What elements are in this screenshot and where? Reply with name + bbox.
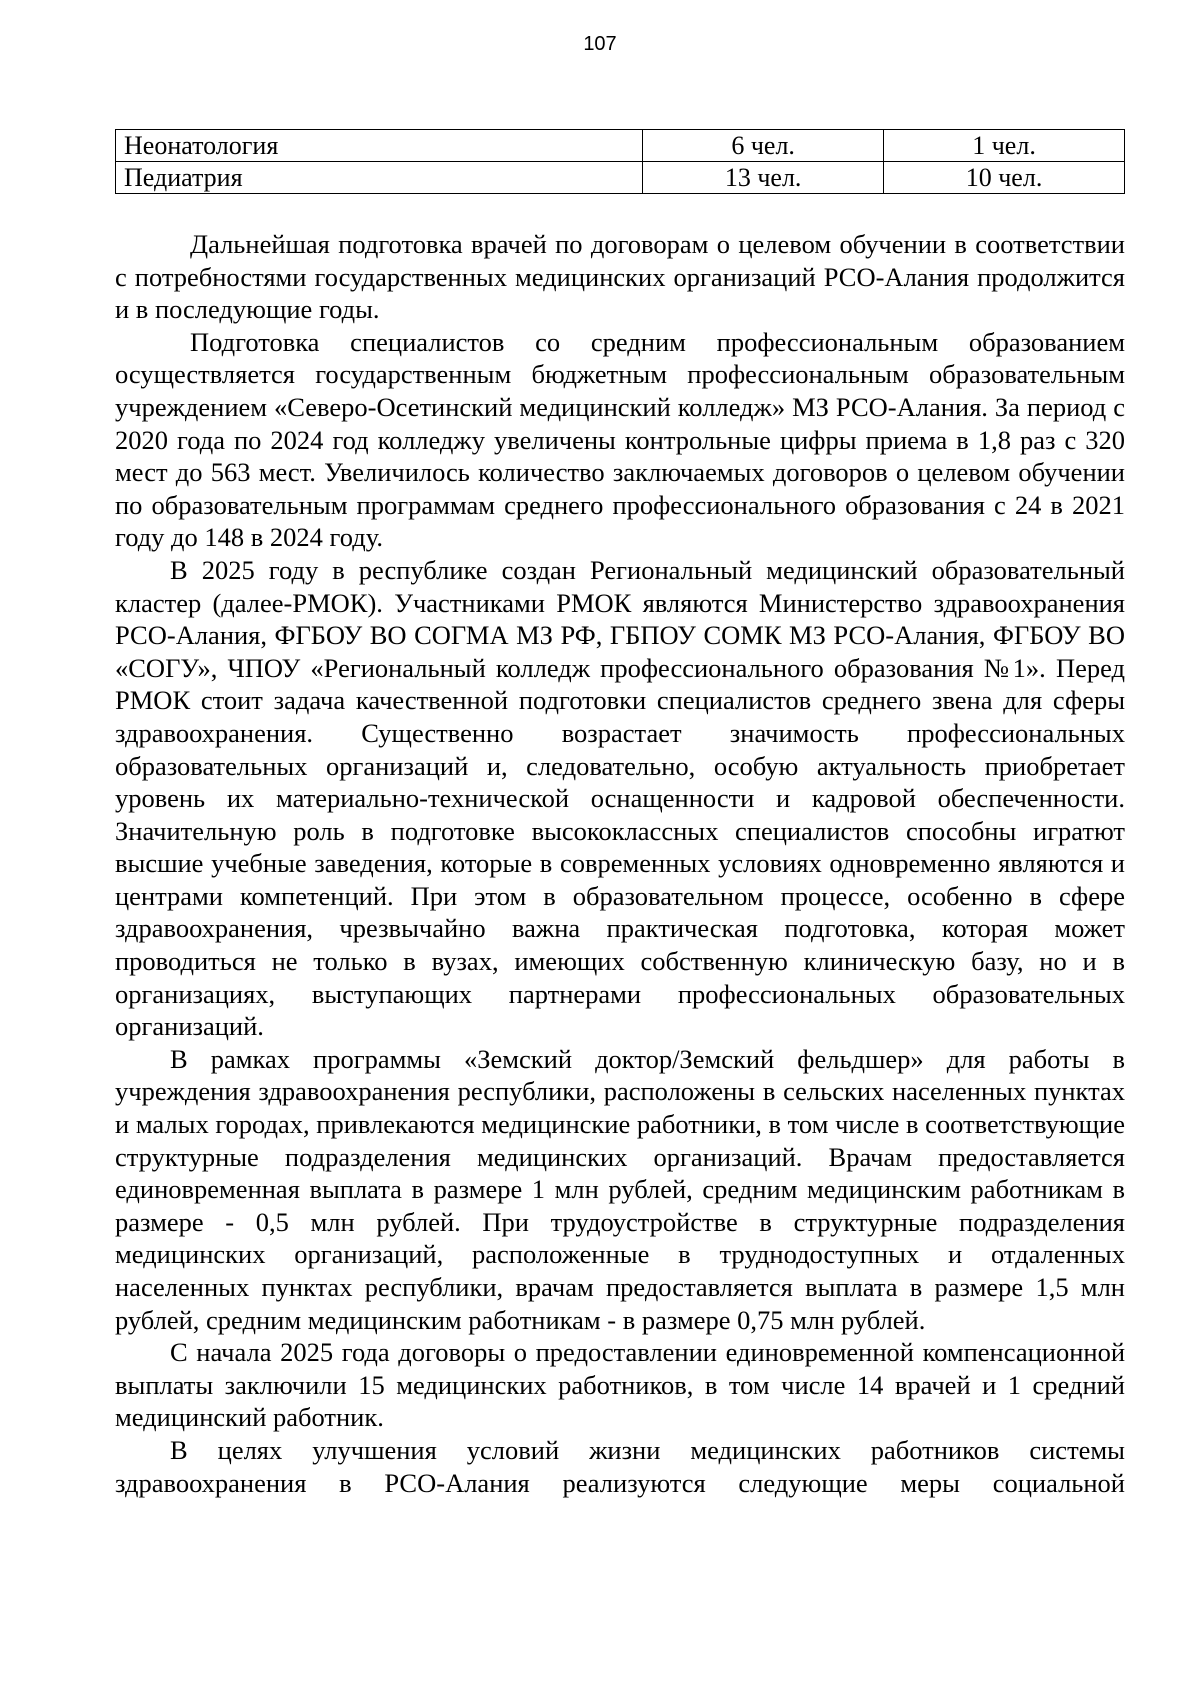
table-row [116, 162, 1125, 194]
paragraph-social-support: В целях улучшения условий жизни медицинских работников системы здравоохранения в РСО-Алания реализуются следующие меры социальной [115, 1434, 1125, 1498]
table-cell-specialty: Неонатология [116, 130, 643, 162]
table-cell-count: 1 чел. [884, 130, 1125, 162]
table-cell-count: 10 чел. [884, 162, 1125, 194]
paragraph-medical-college: Подготовка специалистов со средним профессиональным образованием осуществляется государственным бюджетным профессиональным образовательным учреждением «Северо-Осетинский медицинский колледж» МЗ РСО-Алания. За период с 2020 года по 2024 год колледжу увеличены контрольные цифры приема в 1,8 раз с 320 мест до 563 мест. Увеличилось количество заключаемых договоров о целевом обучении по образовательным программам среднего профессионального образования с 24 в 2021 году до 148 в 2024 году. [115, 326, 1125, 553]
table-cell-count: 6 чел. [643, 130, 884, 162]
page-number: 107 [583, 33, 617, 55]
table-cell-specialty: Педиатрия [116, 162, 643, 194]
table-cell-count: 13 чел. [643, 162, 884, 194]
table-row [116, 130, 1125, 162]
document-body [115, 228, 1125, 1499]
paragraph-rmok-cluster: В 2025 году в республике создан Региональный медицинский образовательный кластер (далее-РМОК). Участниками РМОК являются Министерство здравоохранения РСО-Алания, ФГБОУ ВО СОГМА МЗ РФ, ГБПОУ СОМК МЗ РСО-Алания, ФГБОУ ВО «СОГУ», ЧПОУ «Региональный колледж профессионального образования №1». Перед РМОК стоит задача качественной подготовки специалистов среднего звена для сферы здравоохранения. Существенно возрастает значимость профессиональных образовательных организаций и, следовательно, особую актуальность приобретает уровень их материально-технической оснащенности и кадровой обеспеченности. Значительную роль в подготовке высококлассных специалистов способны игратют высшие учебные заведения, которые в современных условиях одновременно являются и центрами компетенций. При этом в образовательном процессе, особенно в сфере здравоохранения, чрезвычайно важна практическая подготовка, которая может проводиться не только в вузах, имеющих собственную клиническую базу, но и в организациях, выступающих партнерами профессиональных образовательных организаций. [115, 554, 1125, 1042]
paragraph-compensation-contracts: С начала 2025 года договоры о предоставлении единовременной компенсационной выплаты заключили 15 медицинских работников, в том числе 14 врачей и 1 средний медицинский работник. [115, 1337, 1125, 1433]
paragraph-target-training: Дальнейшая подготовка врачей по договорам о целевом обучении в соответствии с потребностями государственных медицинских организаций РСО-Алания продолжится и в последующие годы. [115, 229, 1125, 325]
specialty-table [115, 129, 1125, 194]
paragraph-zemsky-program: В рамках программы «Земский доктор/Земский фельдшер» для работы в учреждения здравоохранения республики, расположены в сельских населенных пунктах и малых городах, привлекаются медицинские работники, в том числе в соответствующие структурные подразделения медицинских организаций. Врачам предоставляется единовременная выплата в размере 1 млн рублей, средним медицинским работникам в размере - 0,5 млн рублей. При трудоустройстве в структурные подразделения медицинских организаций, расположенные в труднодоступных и отдаленных населенных пунктах республики, врачам предоставляется выплата в размере 1,5 млн рублей, средним медицинским работникам - в размере 0,75 млн рублей. [115, 1043, 1125, 1335]
